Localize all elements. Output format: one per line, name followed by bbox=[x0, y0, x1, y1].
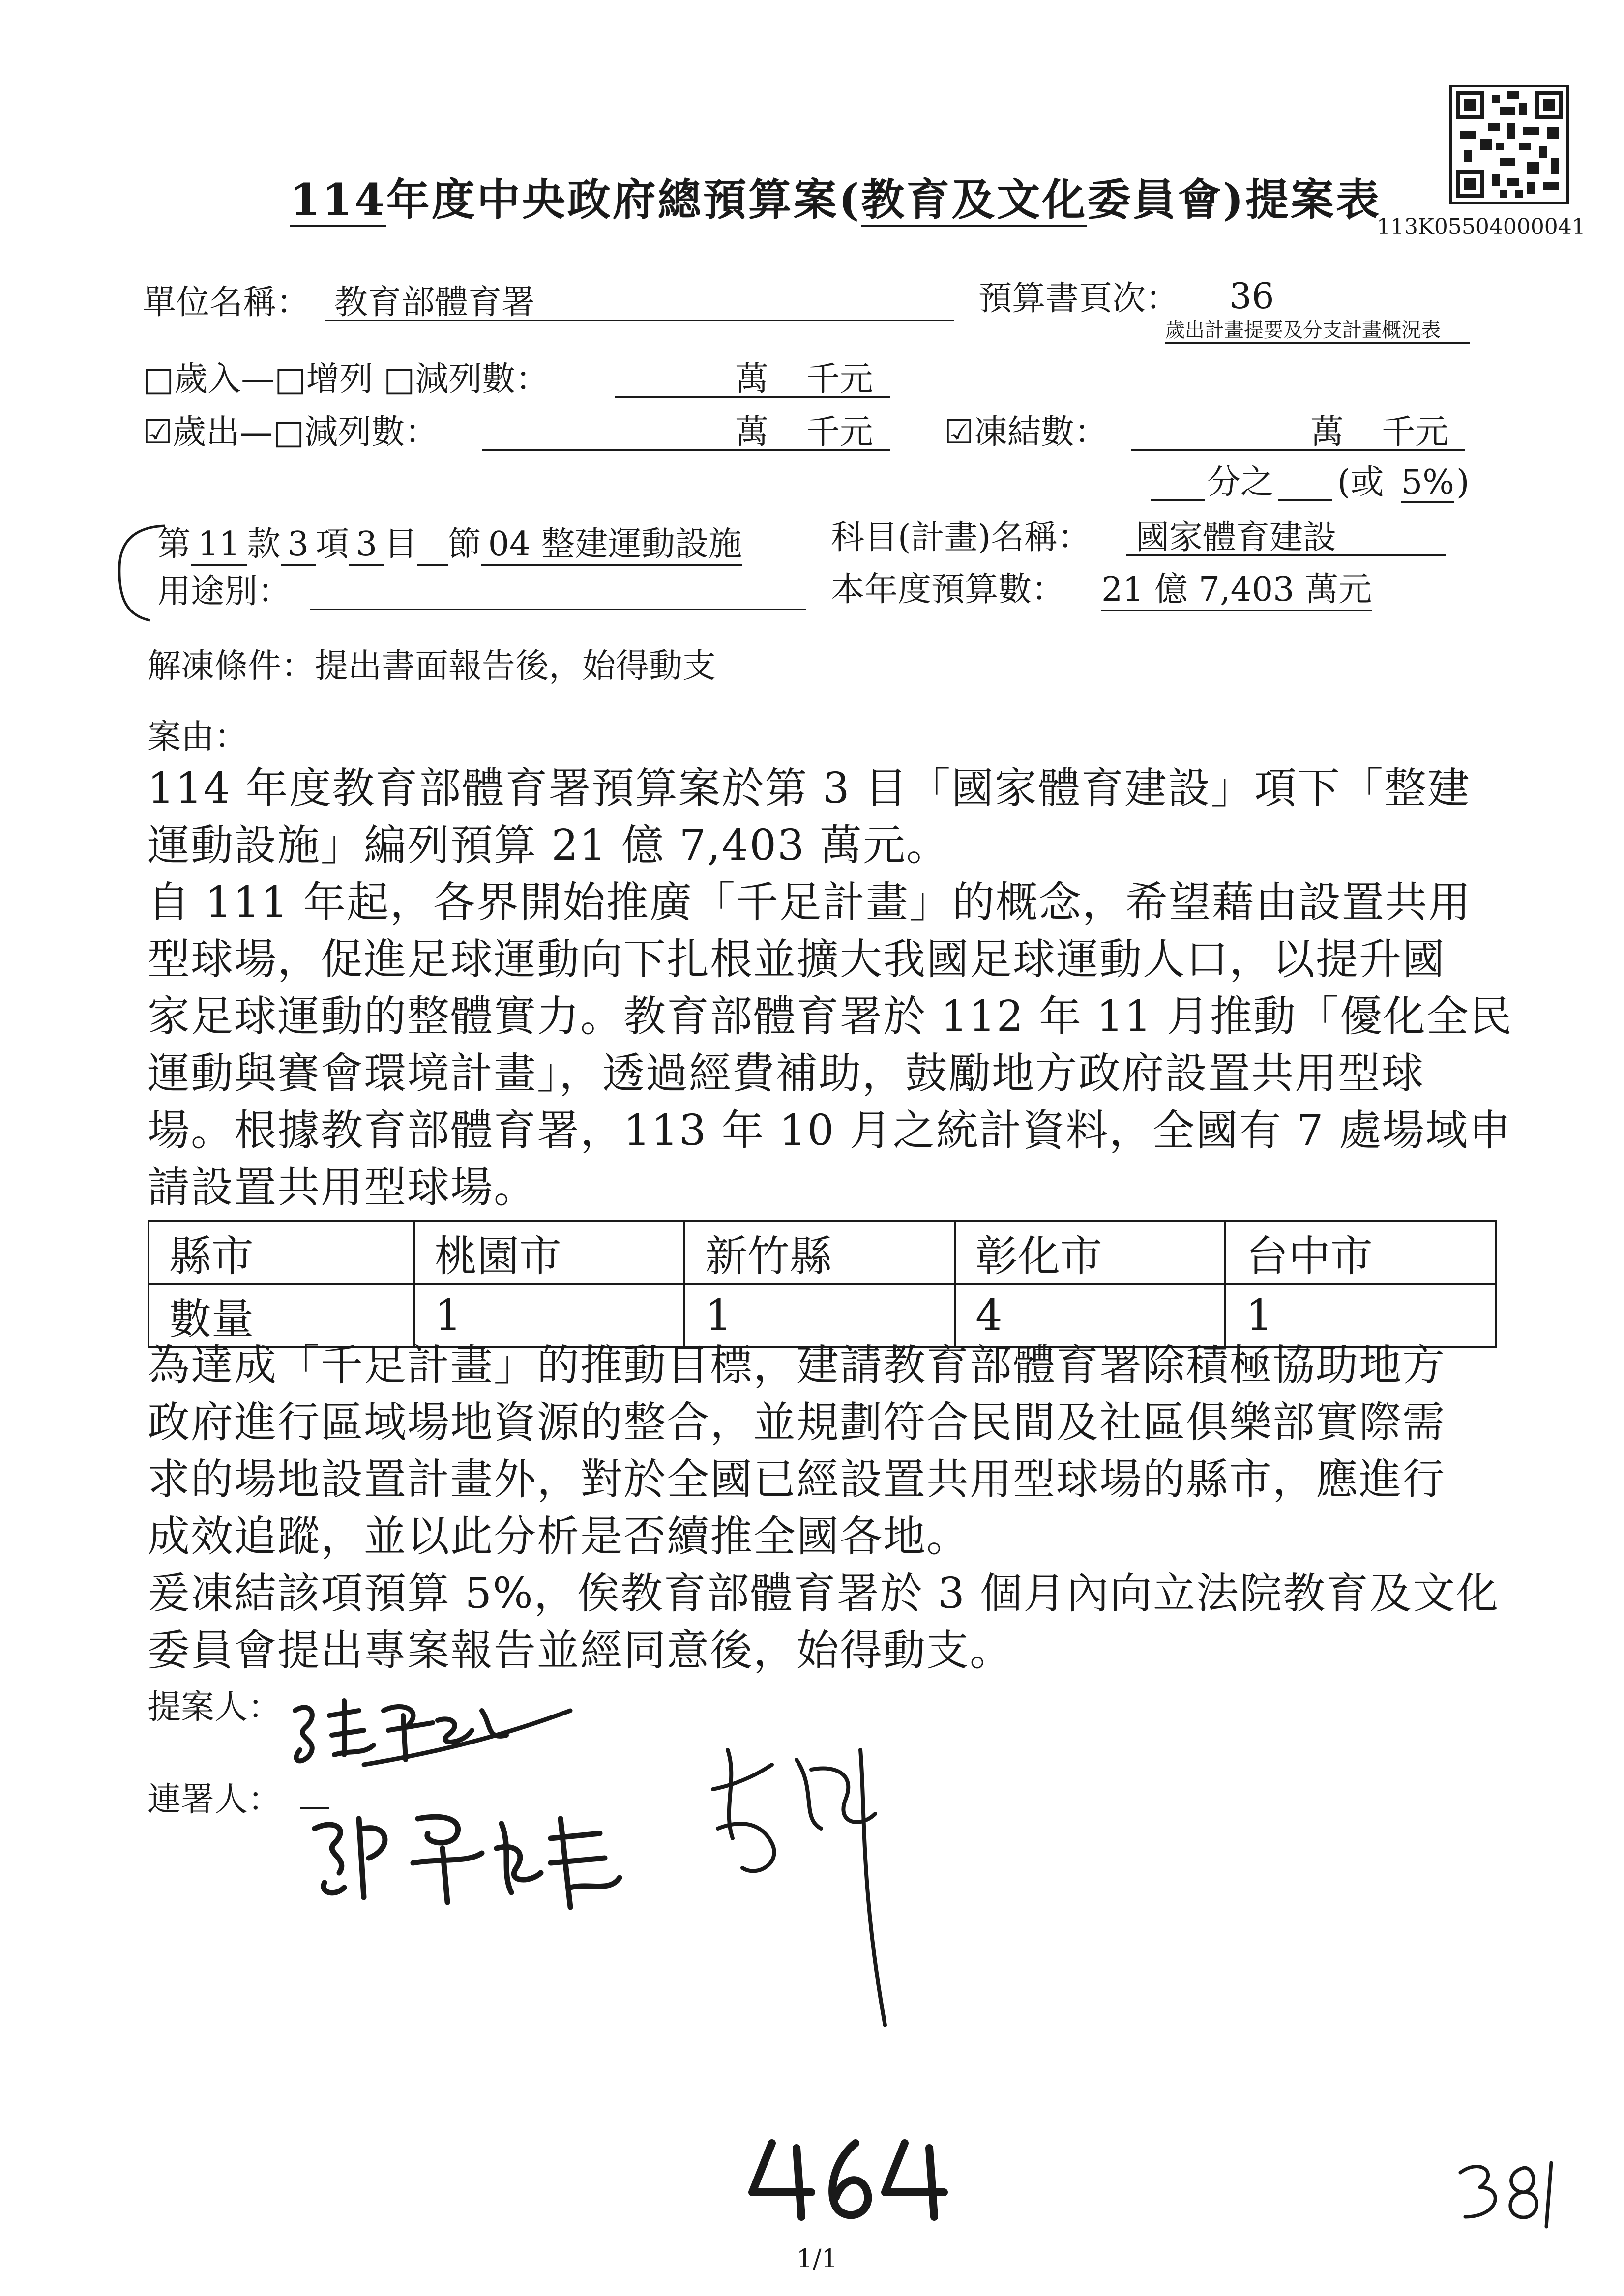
freeze-unit-qian: 千元 bbox=[1382, 413, 1449, 452]
fraction-pct: 5% bbox=[1401, 466, 1454, 503]
county-cell: 新竹縣 bbox=[684, 1221, 955, 1284]
usage-label: 用途別： bbox=[157, 572, 292, 611]
mu-number: 3 bbox=[349, 525, 384, 566]
cosigner-label: 連署人： bbox=[148, 1780, 282, 1819]
jie-value: 04 整建運動設施 bbox=[481, 525, 742, 566]
handwritten-number-464 bbox=[742, 2128, 949, 2227]
count-cell: 1 bbox=[414, 1284, 684, 1347]
budget-label: 本年度預算數： bbox=[831, 570, 1065, 609]
proposer-label: 提案人： bbox=[148, 1688, 282, 1727]
fraction-denominator-line bbox=[1278, 499, 1332, 501]
title-part1: 年度中央政府總預算案( bbox=[386, 174, 861, 225]
county-count-table bbox=[148, 1220, 1497, 1348]
usage-underline bbox=[310, 609, 806, 610]
revenue-unit-qian: 千元 bbox=[806, 360, 874, 399]
subject-value: 國家體育建設 bbox=[1136, 518, 1337, 557]
fraction-numerator-line bbox=[1151, 499, 1205, 501]
xiang-number: 3 bbox=[281, 525, 316, 566]
revenue-row: □歲入—□增列 □減列數： bbox=[143, 360, 549, 399]
page-title bbox=[290, 174, 1381, 225]
count-cell: 1 bbox=[1225, 1284, 1496, 1347]
table-row bbox=[148, 1221, 1496, 1284]
page-note-underline bbox=[1165, 342, 1470, 344]
header-cell: 縣市 bbox=[148, 1221, 414, 1284]
doc-code: 113K05504000041 bbox=[1377, 214, 1586, 239]
proposer-signature bbox=[275, 1681, 580, 1779]
county-cell: 桃園市 bbox=[414, 1221, 684, 1284]
paragraph-4: 爰凍結該項預算 5%，俟教育部體育署於 3 個月內向立法院教育及文化 委員會提出專案報告並經同意後，始得動支。 bbox=[148, 1569, 1500, 1675]
page-indicator: 1/1 bbox=[797, 2244, 838, 2274]
page-note: 歲出計畫提要及分支計畫概況表 bbox=[1165, 319, 1441, 342]
title-year: 114 bbox=[290, 174, 386, 227]
county-cell: 彰化市 bbox=[955, 1221, 1225, 1284]
paragraph-2: 自 111 年起，各界開始推廣「千足計畫」的概念，希望藉由設置共用 型球場，促進足球運動向下扎根並擴大我國足球運動人口，以提升國 家足球運動的整體實力。教育部體育署於 112 年 11 月推動「優化全民 運動與賽會環境計畫」，透過經費補助，鼓勵地方政府設置共用型球 場。根據教育部體育署，113 年 10 月之統計資料，全國有 7 處場域申 請設置共用型球場。 bbox=[148, 878, 1513, 1212]
fraction-close: ) bbox=[1456, 463, 1470, 502]
freeze-label: ☑凍結數： bbox=[944, 413, 1108, 452]
county-cell: 台中市 bbox=[1225, 1221, 1496, 1284]
unit-value: 教育部體育署 bbox=[334, 283, 535, 322]
subject-underline bbox=[1126, 554, 1446, 556]
title-committee: 教育及文化 bbox=[861, 174, 1087, 227]
budget-value: 21 億 7,403 萬元 bbox=[1101, 573, 1372, 611]
expend-unit-qian: 千元 bbox=[806, 413, 874, 452]
reason-label: 案由： bbox=[148, 718, 248, 756]
paragraph-1: 114 年度教育部體育署預算案於第 3 目「國家體育建設」項下「整建 運動設施」編列預算 21 億 7,403 萬元。 bbox=[148, 764, 1471, 870]
revenue-unit-wan: 萬 bbox=[735, 360, 769, 399]
fraction-mid: 分之 bbox=[1207, 463, 1274, 502]
freeze-unit-wan: 萬 bbox=[1310, 413, 1344, 452]
title-part2: 委員會)提案表 bbox=[1087, 174, 1381, 225]
expend-row: ☑歲出—□減列數： bbox=[143, 413, 439, 452]
unit-label: 單位名稱： bbox=[143, 283, 310, 322]
page-value: 36 bbox=[1229, 275, 1274, 317]
qr-code-icon bbox=[1449, 85, 1569, 204]
fraction-open: (或 bbox=[1337, 463, 1384, 502]
expend-unit-wan: 萬 bbox=[735, 413, 769, 452]
count-cell: 1 bbox=[684, 1284, 955, 1347]
header-cell: 數量 bbox=[148, 1284, 414, 1347]
paragraph-3: 為達成「千足計畫」的推動目標，建請教育部體育署除積極協助地方 政府進行區域場地資源的整合，並規劃符合民間及社區俱樂部實際需 求的場地設置計畫外，對於全國已經設置共用型球場的縣市，應進行 成效追蹤，並以此分析是否續推全國各地。 bbox=[148, 1341, 1446, 1561]
page-label: 預算書頁次： bbox=[978, 279, 1180, 318]
count-cell: 4 bbox=[955, 1284, 1225, 1347]
handwritten-page-381 bbox=[1450, 2143, 1568, 2241]
cosigner-signature-2 bbox=[698, 1730, 905, 2035]
subject-label: 科目(計畫)名稱： bbox=[831, 518, 1092, 557]
kuan-number: 11 bbox=[191, 525, 247, 566]
budget-section: 第 11 款 3 項 3 目 節 04 整建運動設施 bbox=[157, 528, 742, 561]
cosigner-signature-1 bbox=[295, 1789, 669, 1917]
unfreeze-condition: 解凍條件：提出書面報告後，始得動支 bbox=[148, 647, 716, 686]
unit-underline bbox=[325, 320, 954, 321]
